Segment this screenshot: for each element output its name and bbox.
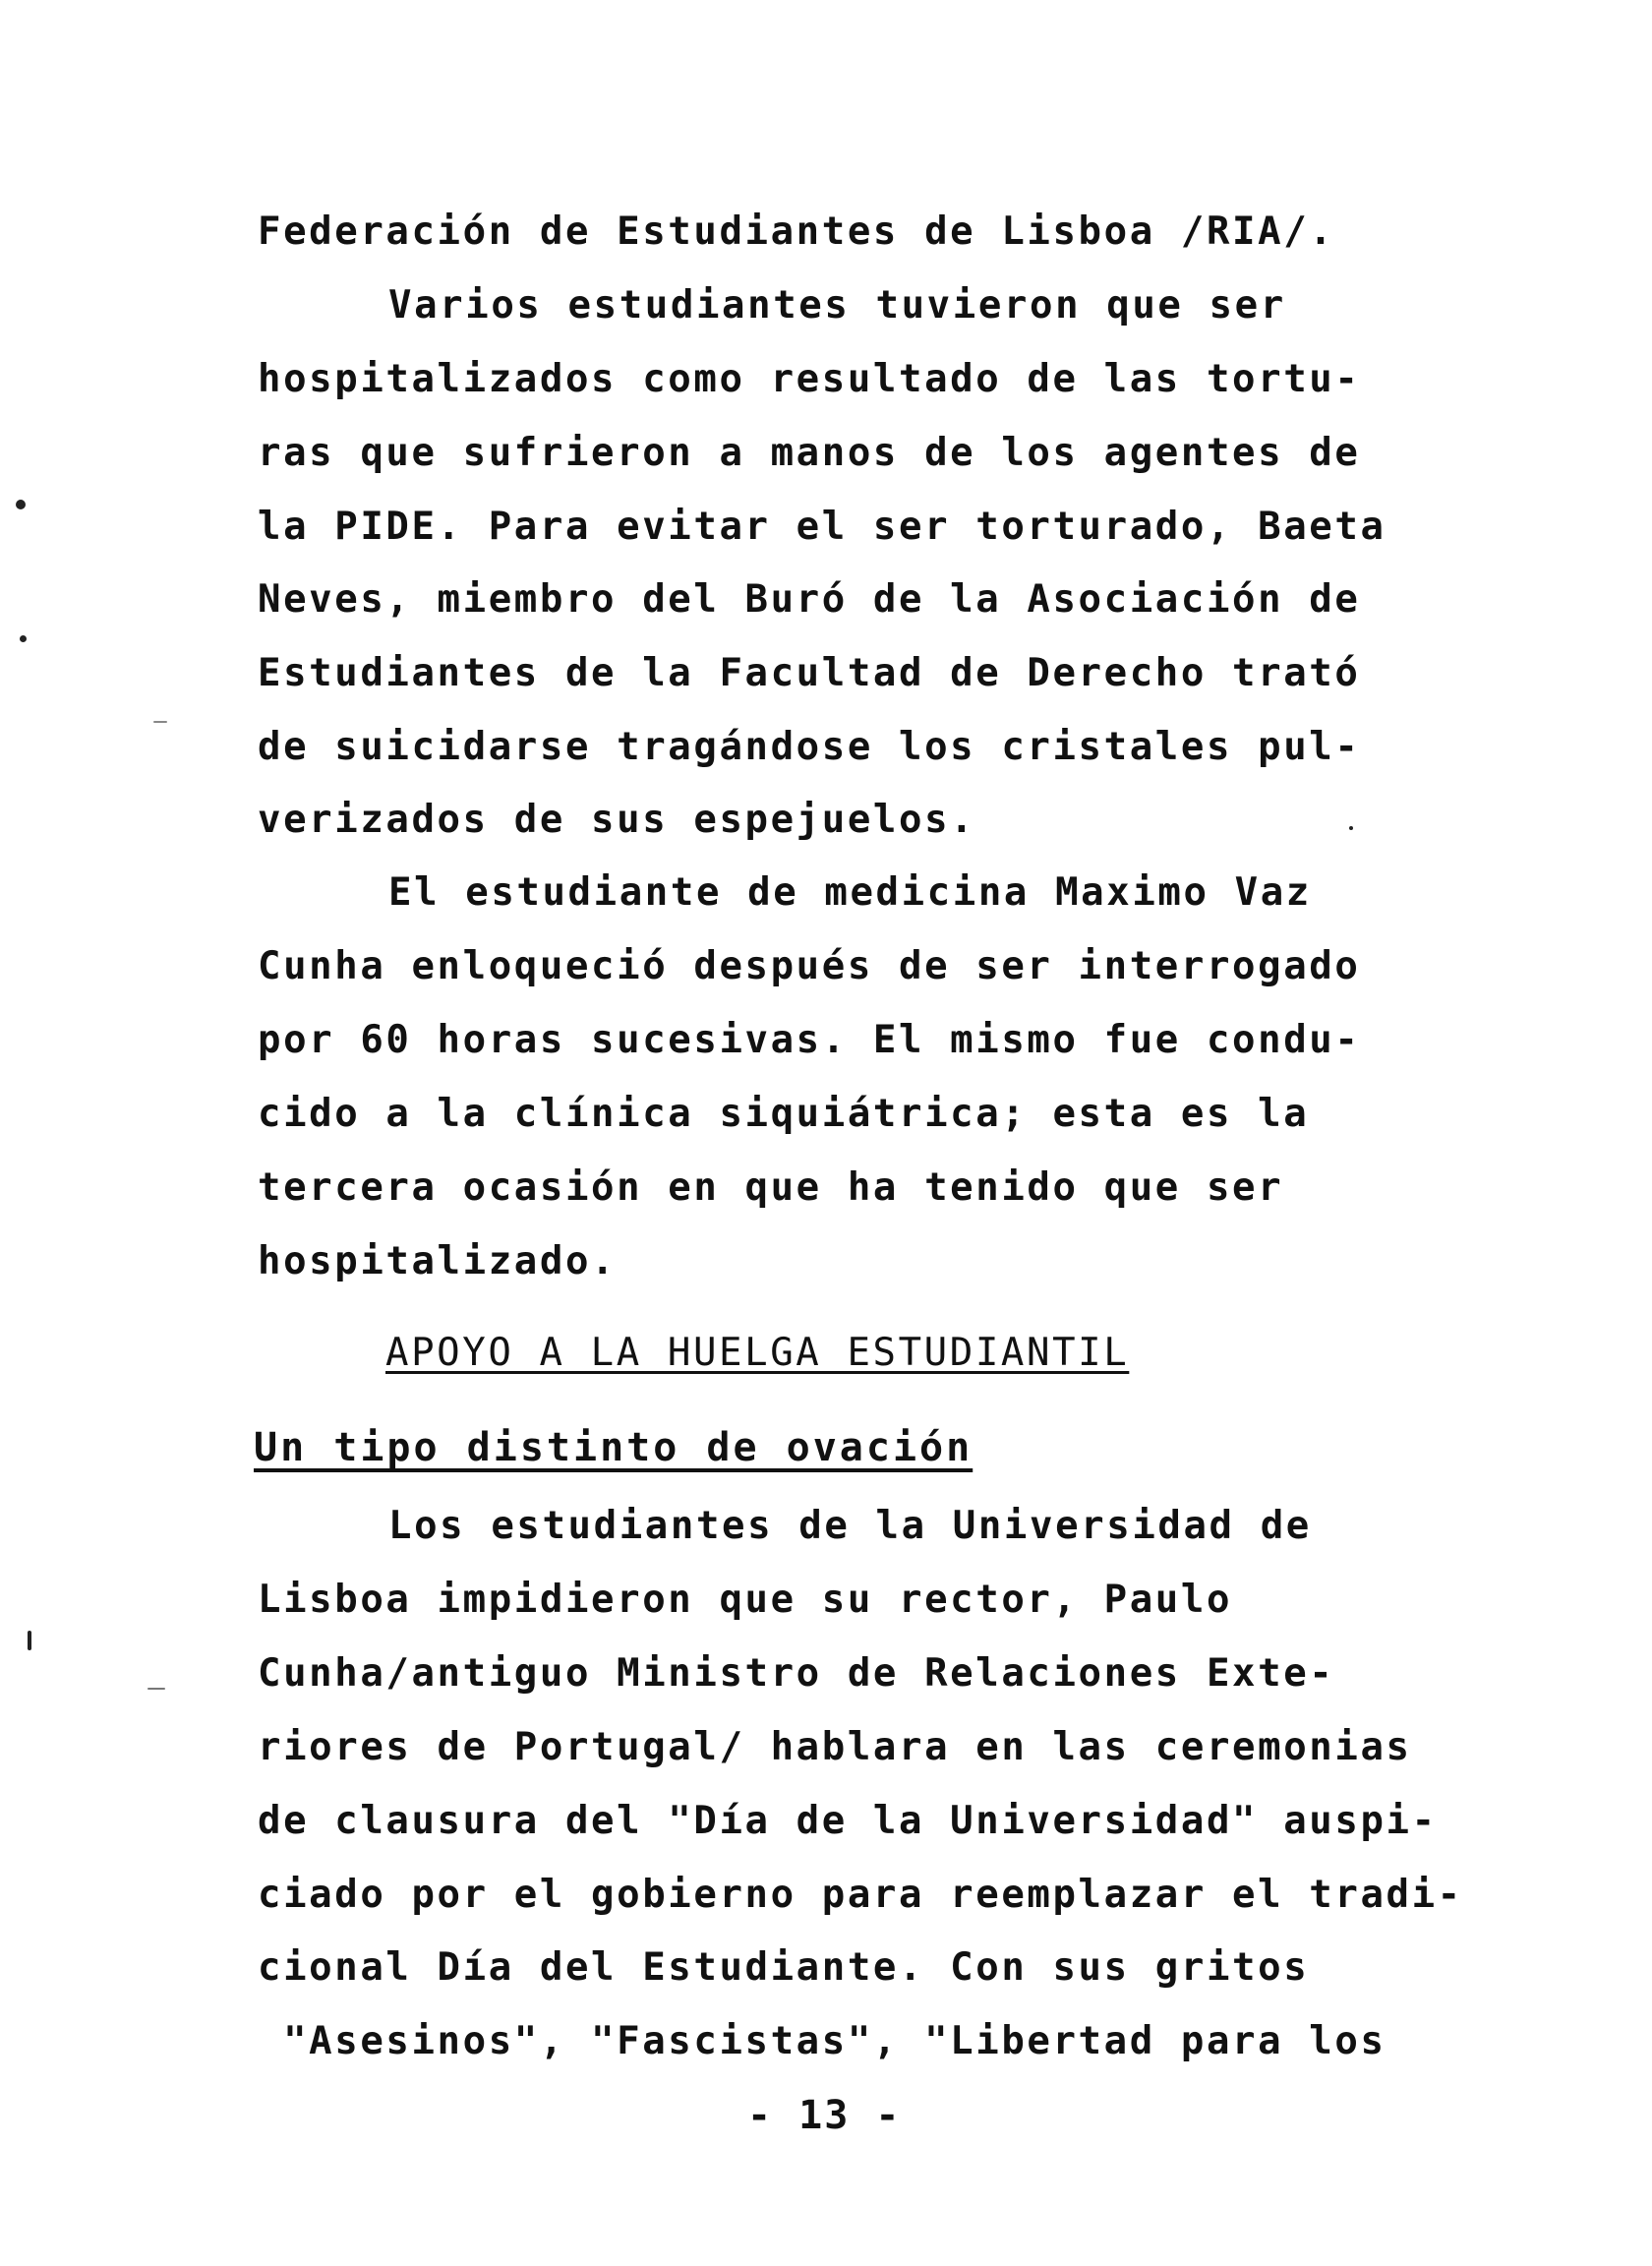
text-line: riores de Portugal/ hablara en las ceremonias <box>258 1725 1412 1769</box>
scan-speck <box>16 500 26 509</box>
text-line: Cunha/antiguo Ministro de Relaciones Exte- <box>258 1651 1335 1696</box>
scan-speck <box>153 721 167 723</box>
scan-speck <box>1349 826 1353 830</box>
text-line: El estudiante de medicina Maximo Vaz <box>388 870 1312 915</box>
text-line: de clausura del "Día de la Universidad" auspi- <box>258 1799 1438 1843</box>
text-line: de suicidarse tragándose los cristales pul- <box>258 725 1361 769</box>
text-line: Los estudiantes de la Universidad de <box>388 1504 1312 1548</box>
subheading: Un tipo distinto de ovación <box>254 1425 974 1470</box>
scan-speck <box>20 635 27 642</box>
text-line: por 60 horas sucesivas. El mismo fue condu- <box>258 1018 1361 1062</box>
text-line: cional Día del Estudiante. Con sus gritos <box>258 1945 1310 1990</box>
text-line: Varios estudiantes tuvieron que ser <box>388 283 1286 328</box>
text-line: Lisboa impidieron que su rector, Paulo <box>258 1578 1233 1622</box>
text-line: Cunha enloqueció después de ser interrogado <box>258 944 1361 988</box>
scan-speck <box>28 1631 31 1650</box>
text-line: Neves, miembro del Buró de la Asociación de <box>258 577 1361 622</box>
text-line: hospitalizado. <box>258 1239 618 1283</box>
scan-speck <box>148 1688 165 1690</box>
text-line: ras que sufrieron a manos de los agentes de <box>258 431 1361 475</box>
text-line: verizados de sus espejuelos. <box>258 798 976 842</box>
text-line: tercera ocasión en que ha tenido que ser <box>258 1165 1284 1210</box>
text-line: ciado por el gobierno para reemplazar el tradi- <box>258 1873 1463 1917</box>
text-line: Estudiantes de la Facultad de Derecho trató <box>258 651 1361 695</box>
text-line: Federación de Estudiantes de Lisboa /RIA/. <box>258 209 1335 254</box>
text-line: "Asesinos", "Fascistas", "Libertad para los <box>258 2019 1386 2063</box>
section-heading: APOYO A LA HUELGA ESTUDIANTIL <box>385 1331 1130 1375</box>
text-line: cido a la clínica siquiátrica; esta es la <box>258 1092 1310 1136</box>
page-number: - 13 - <box>747 2093 902 2138</box>
text-line: hospitalizados como resultado de las tortu- <box>258 357 1361 401</box>
text-line: la PIDE. Para evitar el ser torturado, Baeta <box>258 505 1386 549</box>
